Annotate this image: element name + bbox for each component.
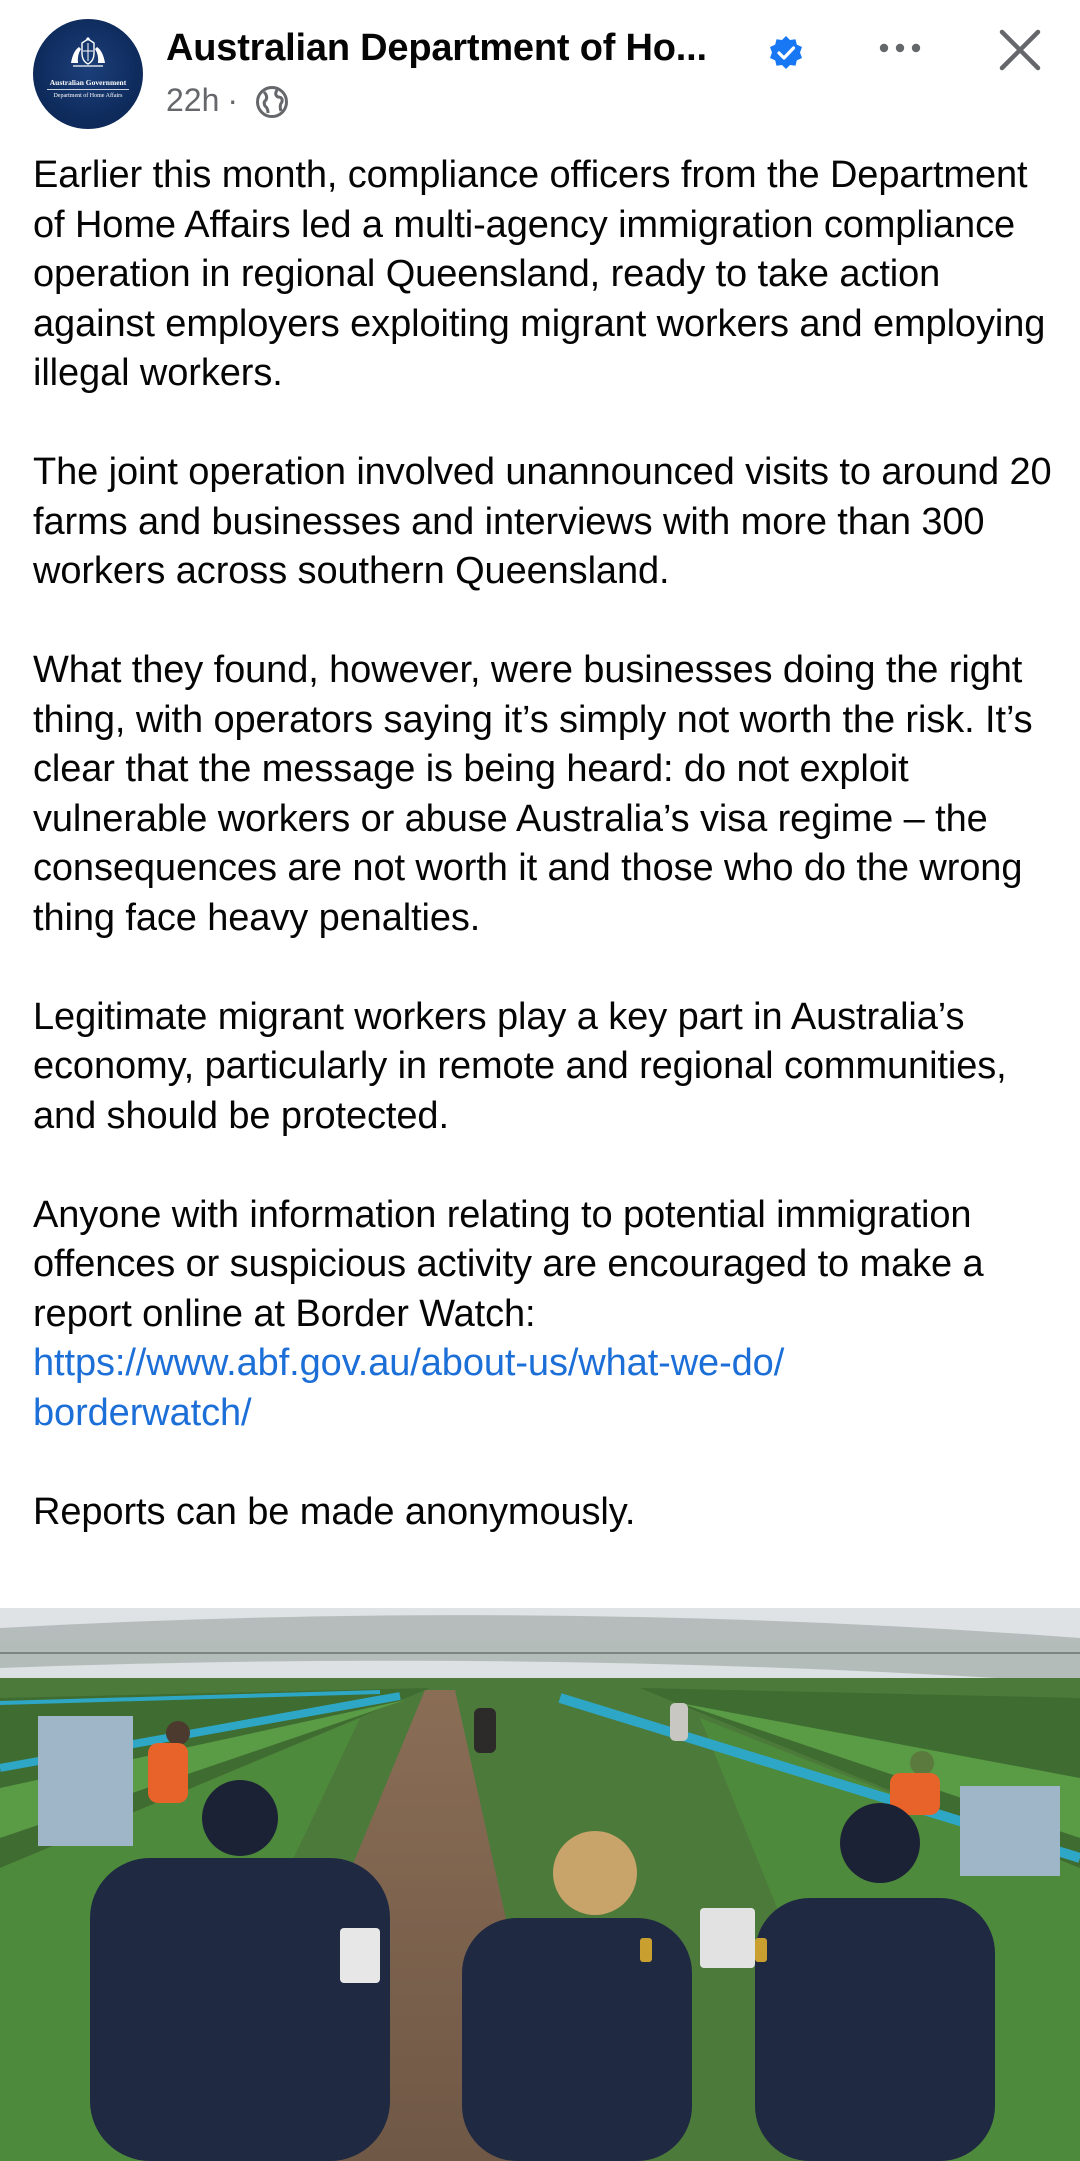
- link-line-2[interactable]: borderwatch/: [33, 1391, 252, 1434]
- post-timestamp[interactable]: 22h: [166, 82, 220, 118]
- post-meta: [166, 82, 244, 119]
- avatar-line-government: Australian Government: [49, 78, 127, 87]
- paragraph-operation: Earlier this month, compliance officers from the Department of Home Affairs led a multi-agency immigration compliance operation in regional Queensland, ready to take action against employers exploiting migrant workers and employing illegal workers.: [33, 154, 1046, 394]
- border-watch-link[interactable]: [33, 1342, 784, 1434]
- page-avatar[interactable]: [33, 19, 143, 129]
- verified-badge-icon: [768, 35, 804, 71]
- post-header: [0, 0, 1080, 150]
- link-line-1[interactable]: https://www.abf.gov.au/about-us/what-we-do/: [33, 1342, 785, 1384]
- avatar-line-department: Department of Home Affairs: [53, 93, 123, 99]
- paragraph-report: [33, 1191, 1063, 1439]
- paragraph-anonymous: Reports can be made anonymously.: [33, 1490, 636, 1533]
- farm-operation-photo: [0, 1608, 1080, 2161]
- meta-separator: ·: [227, 82, 239, 118]
- close-icon[interactable]: [992, 22, 1048, 78]
- post-photo[interactable]: [0, 1608, 1080, 2161]
- paragraph-migrant-workers: Legitimate migrant workers play a key part in Australia’s economy, particularly in remote and regional communities, and should be protected.: [33, 995, 1007, 1137]
- globe-icon: [255, 85, 289, 119]
- more-options-icon[interactable]: [872, 30, 928, 66]
- post-text: [33, 151, 1063, 1537]
- paragraph-findings: What they found, however, were businesses doing the right thing, with operators saying it’s simply not worth the risk. It’s clear that the message is being heard: do not exploit vulnerable workers or abuse Australia’s visa regime – the consequences are not worth it and those who do the wrong thing face heavy penalties.: [33, 649, 1033, 939]
- paragraph-joint-operation: The joint operation involved unannounced visits to around 20 farms and businesses and interviews with more than 300 workers across southern Queensland.: [33, 451, 1052, 592]
- coat-of-arms-icon: [67, 37, 109, 69]
- page-name[interactable]: Australian Department of Ho...: [166, 27, 707, 69]
- avatar-divider: [47, 89, 129, 90]
- report-text: Anyone with information relating to potential immigration offences or suspicious activity are encouraged to make a report online at Border Watch:: [33, 1193, 984, 1335]
